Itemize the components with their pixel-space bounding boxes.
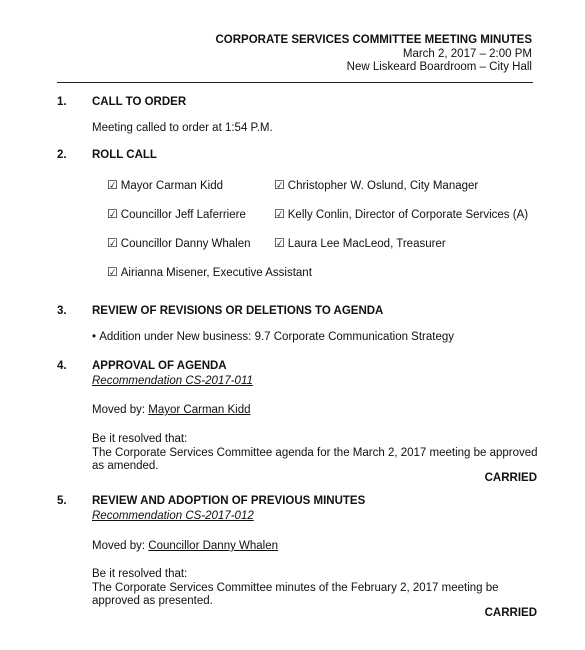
attendee-1 <box>107 178 223 192</box>
section-4-number: 4. <box>57 360 67 372</box>
attendee-2 <box>274 178 478 192</box>
attendee-name: Christopher W. Oslund, City Manager <box>287 180 479 192</box>
attendee-name: Mayor Carman Kidd <box>120 180 224 192</box>
section-5-resolution <box>92 568 499 609</box>
attendee-7 <box>107 265 312 279</box>
attendee-name: Councillor Danny Whalen <box>120 238 251 250</box>
attendee-3 <box>107 207 246 221</box>
section-2-heading: ROLL CALL <box>92 149 157 161</box>
section-1-text: Meeting called to order at 1:54 P.M. <box>92 122 273 134</box>
section-5-heading: REVIEW AND ADOPTION OF PREVIOUS MINUTES <box>92 495 366 507</box>
section-5-number: 5. <box>57 495 67 507</box>
header-divider <box>57 82 533 83</box>
moved-label: Moved by: <box>92 404 146 416</box>
attendee-name: Kelly Conlin, Director of Corporate Services (A) <box>287 209 529 221</box>
section-4-status: CARRIED <box>484 472 537 484</box>
section-3-number: 3. <box>57 305 67 317</box>
section-2-number: 2. <box>57 149 67 161</box>
resolution-line: as amended. <box>92 460 159 472</box>
attendee-5 <box>107 236 251 250</box>
section-4-resolution <box>92 433 538 474</box>
attendee-name: Laura Lee MacLeod, Treasurer <box>287 238 446 250</box>
section-4-heading: APPROVAL OF AGENDA <box>92 360 227 372</box>
resolved-label: Be it resolved that: <box>92 568 188 580</box>
bullet-text: Addition under New business: 9.7 Corporate Communication Strategy <box>99 331 455 343</box>
section-1-number: 1. <box>57 96 67 108</box>
section-4-recommendation: Recommendation CS-2017-011 <box>92 375 253 387</box>
section-3-heading: REVIEW OF REVISIONS OR DELETIONS TO AGENDA <box>92 305 384 317</box>
section-5-recommendation: Recommendation CS-2017-012 <box>92 510 254 522</box>
section-4-moved <box>92 404 251 416</box>
attendee-6 <box>274 236 446 250</box>
document-title: CORPORATE SERVICES COMMITTEE MEETING MINUTES <box>215 34 532 46</box>
section-1-heading: CALL TO ORDER <box>92 96 187 108</box>
meeting-date: March 2, 2017 – 2:00 PM <box>402 47 532 60</box>
moved-label: Moved by: <box>92 540 146 552</box>
document-header <box>216 34 533 75</box>
moved-by: Councillor Danny Whalen <box>148 540 279 552</box>
resolution-line: The Corporate Services Committee agenda for the March 2, 2017 meeting be approved <box>92 446 538 459</box>
meeting-location: New Liskeard Boardroom – City Hall <box>346 61 532 73</box>
resolved-label: Be it resolved that: <box>92 433 188 445</box>
agenda-bullet-item: • Addition under New business: 9.7 Corporate Communication Strategy <box>92 331 455 343</box>
attendee-4 <box>274 207 528 221</box>
resolution-line: The Corporate Services Committee minutes of the February 2, 2017 meeting be <box>92 581 499 594</box>
section-5-status: CARRIED <box>484 607 537 619</box>
attendee-name: Airianna Misener, Executive Assistant <box>120 267 312 279</box>
moved-by: Mayor Carman Kidd <box>148 404 251 416</box>
resolution-line: approved as presented. <box>92 595 213 607</box>
section-5-moved <box>92 540 278 552</box>
attendee-name: Councillor Jeff Laferriere <box>120 209 246 221</box>
